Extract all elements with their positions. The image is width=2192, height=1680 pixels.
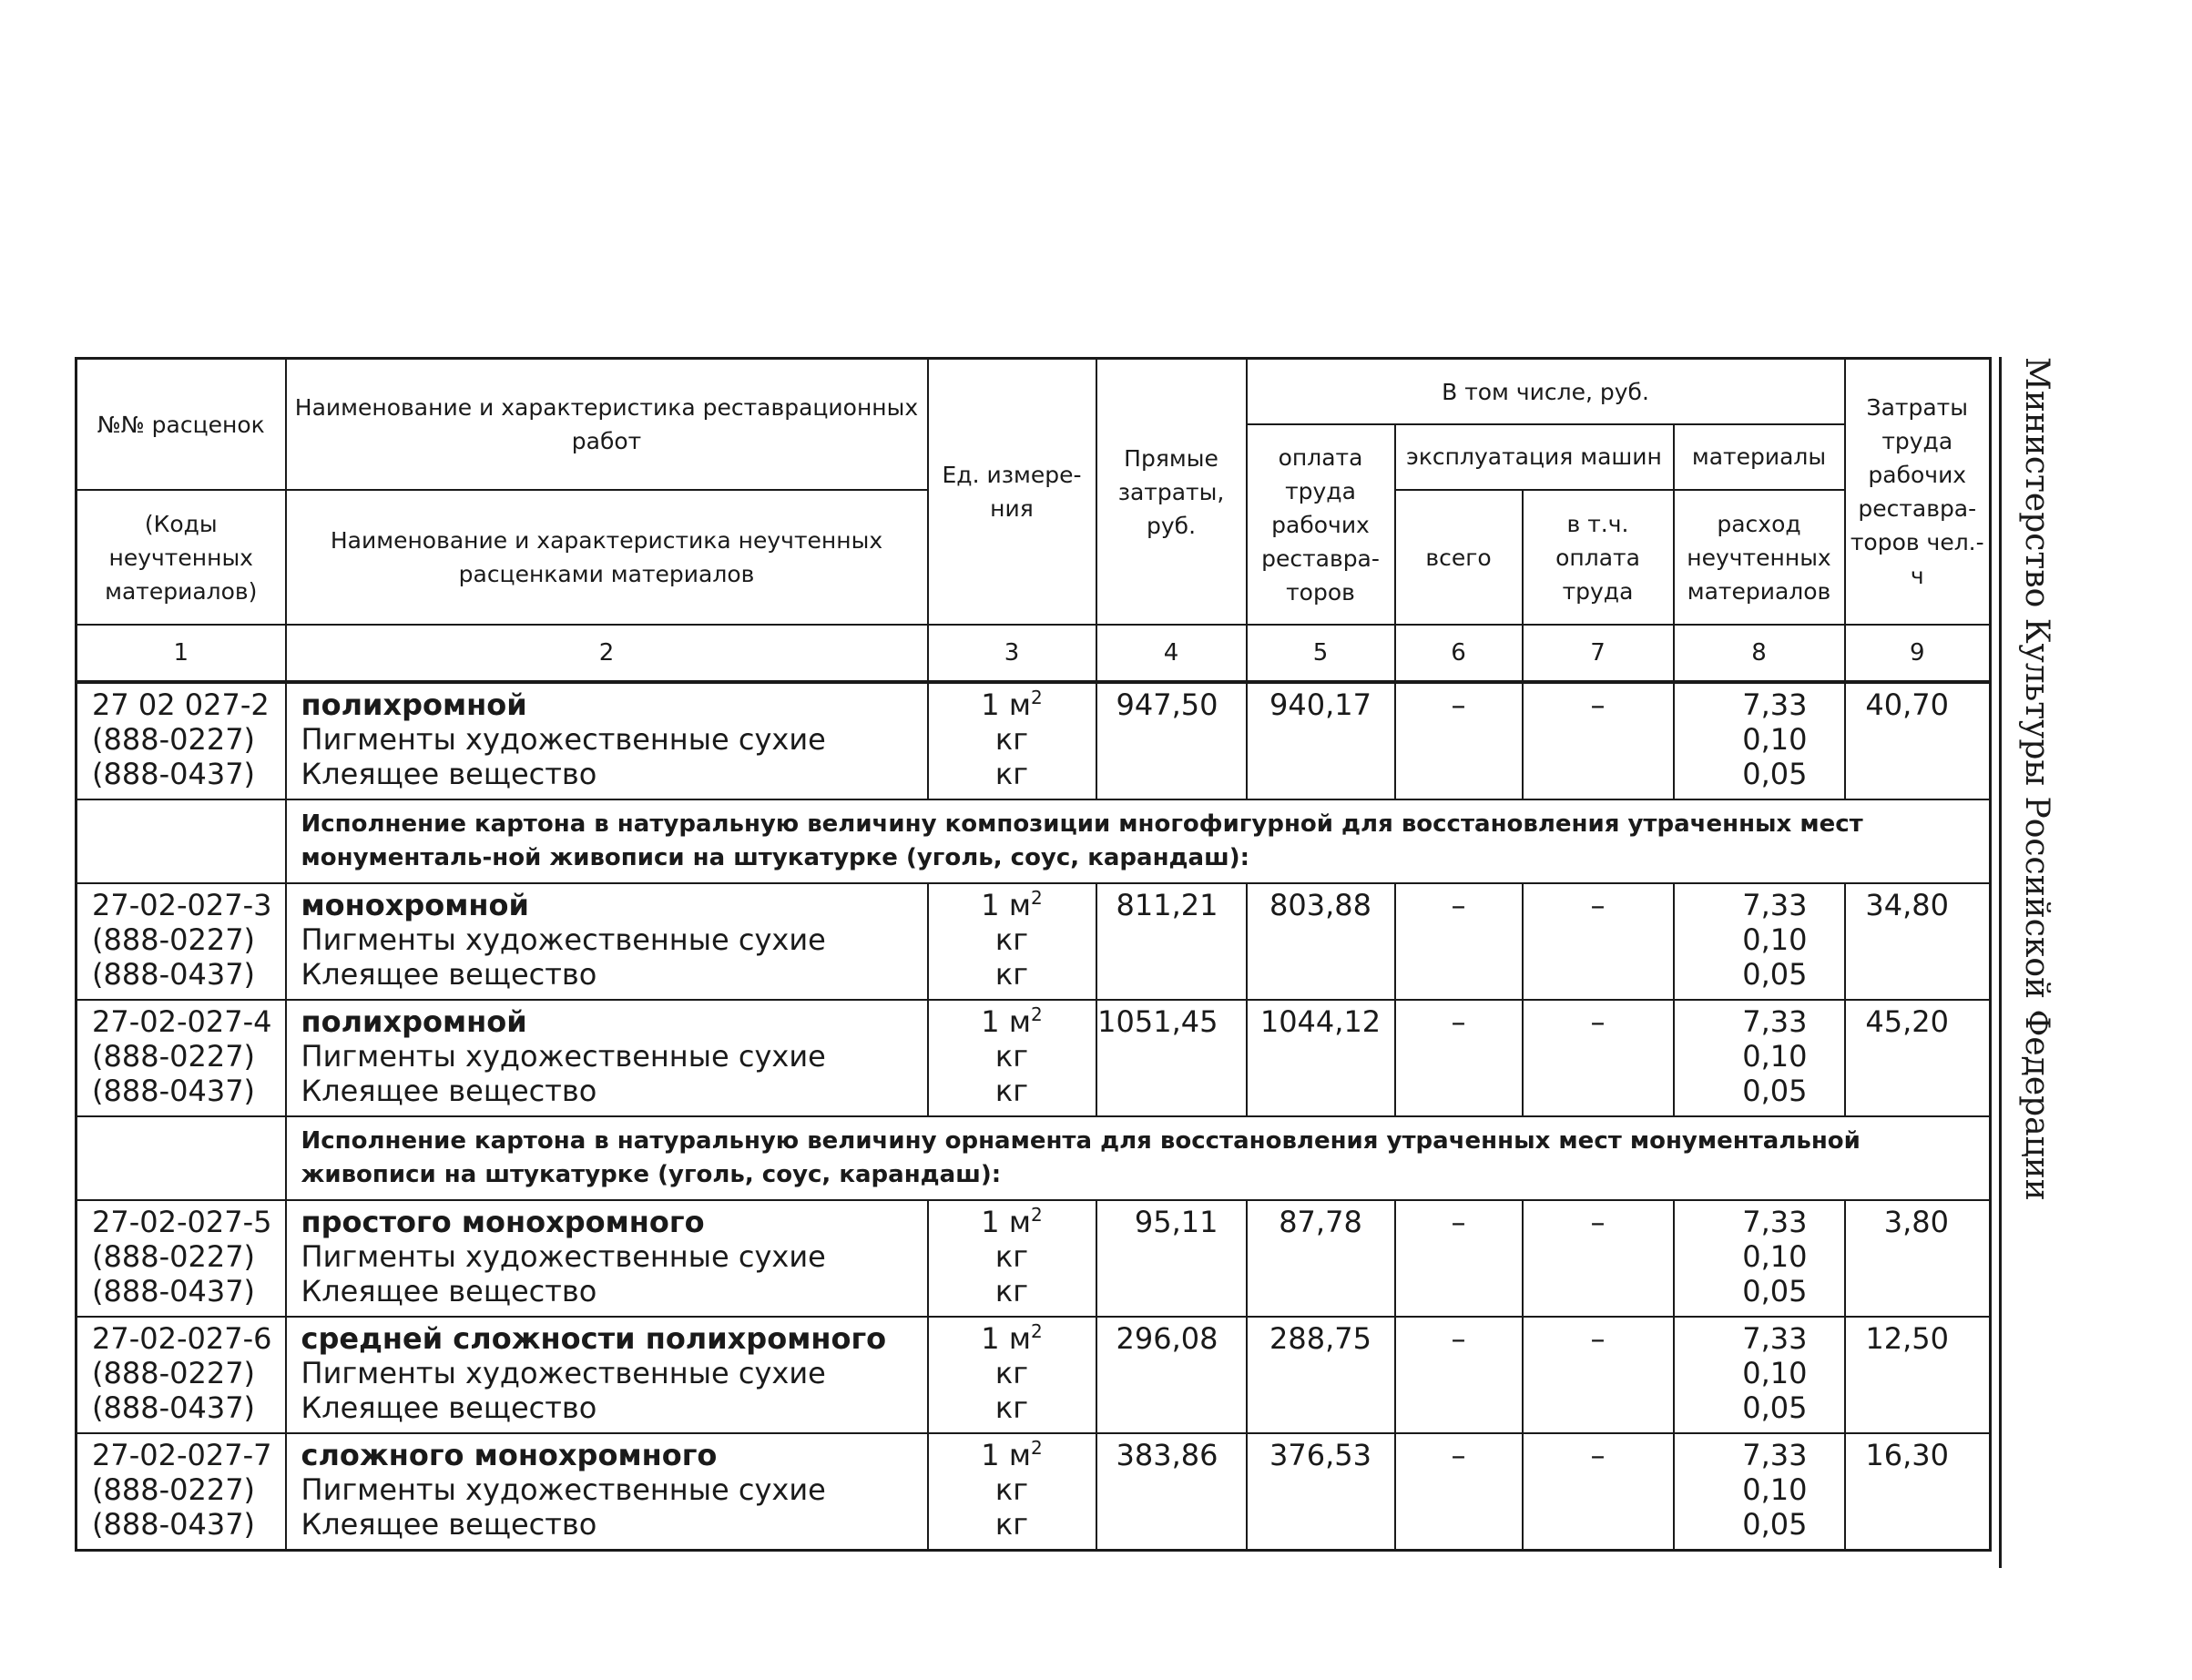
- work-description: полихромной Пигменты художественные сухие Клеящее вещество: [286, 1000, 928, 1116]
- work-title: монохромной: [301, 888, 529, 922]
- machines-total: –: [1395, 1317, 1523, 1433]
- column-number: 5: [1247, 625, 1395, 682]
- header-material-names: Наименование и характеристика неучтенных расценками материалов: [286, 490, 928, 625]
- header-materials: материалы: [1674, 424, 1845, 490]
- header-labor-pay: оплата труда рабочих реставра-торов: [1247, 424, 1395, 625]
- direct-costs: 95,11: [1096, 1200, 1247, 1317]
- work-title: средней сложности полихромного: [301, 1321, 887, 1356]
- units: 1 $м^2$ кг кг: [928, 682, 1096, 799]
- materials-values: 7,33 0,10 0,05: [1674, 883, 1845, 1000]
- direct-costs: 383,86: [1096, 1433, 1247, 1551]
- table-header: [76, 359, 1991, 683]
- table-row: [76, 682, 1991, 799]
- work-description: полихромной Пигменты художественные сухие Клеящее вещество: [286, 682, 928, 799]
- materials-values: 7,33 0,10 0,05: [1674, 1433, 1845, 1551]
- header-machines-total: всего: [1395, 490, 1523, 625]
- labor-pay: 87,78: [1247, 1200, 1395, 1317]
- section-empty-cell: [76, 799, 286, 883]
- work-description: средней сложности полихромного Пигменты художественные сухие Клеящее вещество: [286, 1317, 928, 1433]
- header-unaccounted-materials: расход неучтенных материалов: [1674, 490, 1845, 625]
- units: 1 $м^2$ кг кг: [928, 1000, 1096, 1116]
- machines-labor: –: [1523, 682, 1674, 799]
- machines-total: –: [1395, 883, 1523, 1000]
- section-heading: Исполнение картона в натуральную величину орнамента для восстановления утраченных мест монументальной живописи на штукатурке (уголь, соус, карандаш):: [286, 1116, 1991, 1200]
- direct-costs: 1051,45: [1096, 1000, 1247, 1116]
- work-title: сложного монохромного: [301, 1438, 718, 1472]
- direct-costs: 811,21: [1096, 883, 1247, 1000]
- labor-pay: 1044,12: [1247, 1000, 1395, 1116]
- machines-total: –: [1395, 682, 1523, 799]
- labor-hours: 12,50: [1845, 1317, 1991, 1433]
- header-direct-costs: Прямые затраты, руб.: [1096, 359, 1247, 626]
- rate-codes: 27 02 027-2 (888-0227) (888-0437): [76, 682, 286, 799]
- units: 1 $м^2$ кг кг: [928, 1200, 1096, 1317]
- labor-pay: 803,88: [1247, 883, 1395, 1000]
- column-number: 9: [1845, 625, 1991, 682]
- machines-labor: –: [1523, 1000, 1674, 1116]
- labor-hours: 40,70: [1845, 682, 1991, 799]
- units: 1 $м^2$ кг кг: [928, 1433, 1096, 1551]
- column-number: 8: [1674, 625, 1845, 682]
- materials-values: 7,33 0,10 0,05: [1674, 682, 1845, 799]
- side-title: [2017, 357, 2055, 1201]
- header-rate-number: №№ расценок: [76, 359, 286, 491]
- section-empty-cell: [76, 1116, 286, 1200]
- column-number: 1: [76, 625, 286, 682]
- side-title-text: Министерство Культуры Российской Федерации: [2018, 357, 2055, 1201]
- labor-hours: 34,80: [1845, 883, 1991, 1000]
- machines-labor: –: [1523, 1433, 1674, 1551]
- machines-total: –: [1395, 1433, 1523, 1551]
- section-heading: Исполнение картона в натуральную величину композиции многофигурной для восстановления утраченных мест монументаль-ной живописи на штукатурке (уголь, соус, карандаш):: [286, 799, 1991, 883]
- column-number: 7: [1523, 625, 1674, 682]
- column-number: 2: [286, 625, 928, 682]
- labor-hours: 16,30: [1845, 1433, 1991, 1551]
- labor-pay: 288,75: [1247, 1317, 1395, 1433]
- header-machines-labor: в т.ч. оплата труда: [1523, 490, 1674, 625]
- column-number: 3: [928, 625, 1096, 682]
- column-number-row: [76, 625, 1991, 682]
- direct-costs: 947,50: [1096, 682, 1247, 799]
- rate-codes: 27-02-027-5 (888-0227) (888-0437): [76, 1200, 286, 1317]
- table-row: [76, 1317, 1991, 1433]
- section-row: [76, 799, 1991, 883]
- machines-labor: –: [1523, 1200, 1674, 1317]
- header-material-codes: (Коды неучтенных материалов): [76, 490, 286, 625]
- table-body: [76, 682, 1991, 1551]
- materials-values: 7,33 0,10 0,05: [1674, 1317, 1845, 1433]
- labor-hours: 3,80: [1845, 1200, 1991, 1317]
- rates-table: [75, 357, 1992, 1552]
- header-work-name: Наименование и характеристика реставрационных работ: [286, 359, 928, 491]
- machines-total: –: [1395, 1000, 1523, 1116]
- table-row: [76, 1200, 1991, 1317]
- column-number: 4: [1096, 625, 1247, 682]
- rate-codes: 27-02-027-6 (888-0227) (888-0437): [76, 1317, 286, 1433]
- work-title: простого монохромного: [301, 1205, 705, 1239]
- materials-values: 7,33 0,10 0,05: [1674, 1200, 1845, 1317]
- header-labor-hours: Затраты труда рабочих реставра-торов чел.-ч: [1845, 359, 1991, 626]
- materials-values: 7,33 0,10 0,05: [1674, 1000, 1845, 1116]
- header-unit: Ед. измере-ния: [928, 359, 1096, 626]
- column-number: 6: [1395, 625, 1523, 682]
- direct-costs: 296,08: [1096, 1317, 1247, 1433]
- work-title: полихромной: [301, 687, 527, 722]
- labor-hours: 45,20: [1845, 1000, 1991, 1116]
- labor-pay: 376,53: [1247, 1433, 1395, 1551]
- header-including-group: В том числе, руб.: [1247, 359, 1845, 425]
- rate-codes: 27-02-027-3 (888-0227) (888-0437): [76, 883, 286, 1000]
- side-rule: [1999, 357, 2002, 1568]
- machines-total: –: [1395, 1200, 1523, 1317]
- rate-codes: 27-02-027-7 (888-0227) (888-0437): [76, 1433, 286, 1551]
- work-description: монохромной Пигменты художественные сухие Клеящее вещество: [286, 883, 928, 1000]
- units: 1 $м^2$ кг кг: [928, 883, 1096, 1000]
- machines-labor: –: [1523, 1317, 1674, 1433]
- table-row: [76, 1433, 1991, 1551]
- section-row: [76, 1116, 1991, 1200]
- machines-labor: –: [1523, 883, 1674, 1000]
- work-description: сложного монохромного Пигменты художественные сухие Клеящее вещество: [286, 1433, 928, 1551]
- header-machine-operation: эксплуатация машин: [1395, 424, 1674, 490]
- work-title: полихромной: [301, 1004, 527, 1039]
- units: 1 $м^2$ кг кг: [928, 1317, 1096, 1433]
- table-row: [76, 883, 1991, 1000]
- rate-codes: 27-02-027-4 (888-0227) (888-0437): [76, 1000, 286, 1116]
- labor-pay: 940,17: [1247, 682, 1395, 799]
- table-row: [76, 1000, 1991, 1116]
- work-description: простого монохромного Пигменты художественные сухие Клеящее вещество: [286, 1200, 928, 1317]
